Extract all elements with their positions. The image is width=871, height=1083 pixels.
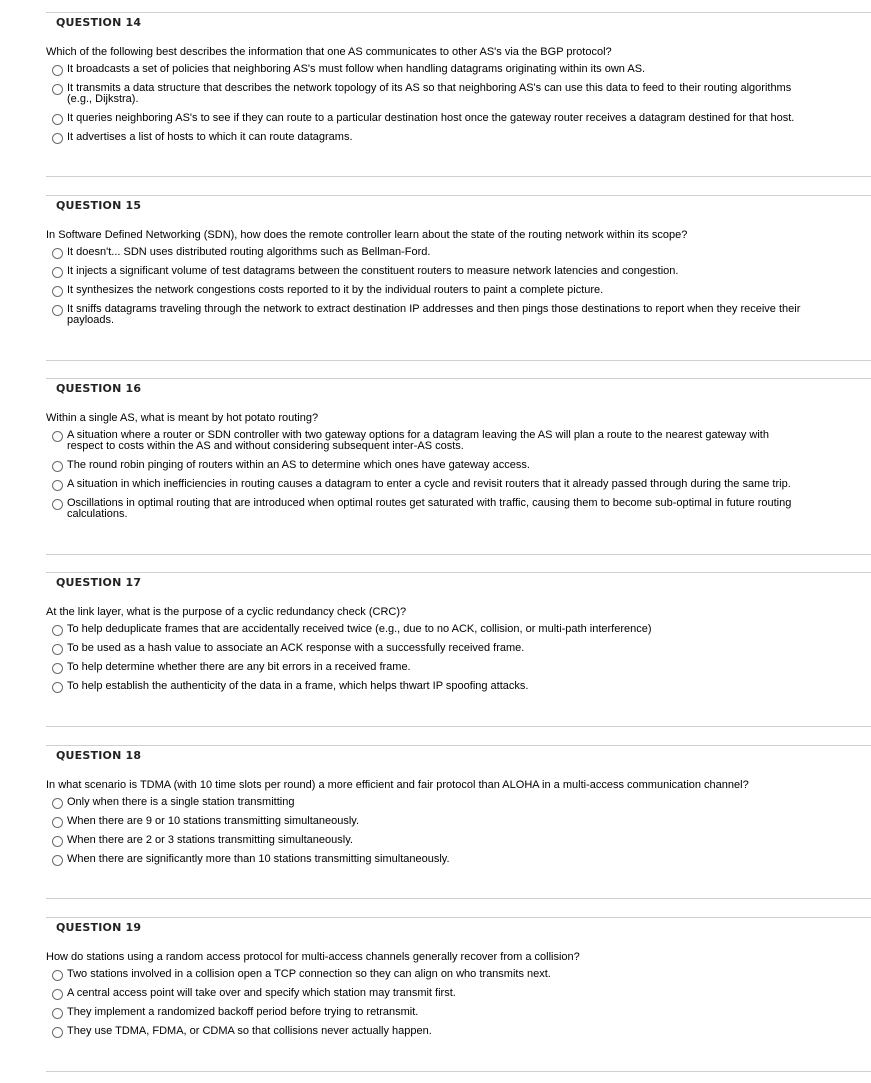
answer-label: When there are significantly more than 10 stations transmitting simultaneously. — [67, 853, 450, 865]
answer-label: It doesn't... SDN uses distributed routing algorithms such as Bellman-Ford. — [67, 246, 431, 258]
answer-option[interactable] — [52, 247, 831, 259]
answer-option[interactable] — [52, 132, 831, 144]
radio-button[interactable] — [52, 114, 63, 125]
answer-option[interactable] — [52, 662, 831, 674]
answer-list — [52, 969, 831, 1045]
radio-button[interactable] — [52, 836, 63, 847]
answer-label: The round robin pinging of routers within an AS to determine which ones have gateway access. — [67, 459, 530, 471]
answer-option[interactable] — [52, 498, 831, 520]
radio-button[interactable] — [52, 480, 63, 491]
question-divider — [46, 1071, 871, 1072]
answer-option[interactable] — [52, 479, 831, 491]
radio-button[interactable] — [52, 855, 63, 866]
radio-button[interactable] — [52, 248, 63, 259]
question-text: In Software Defined Networking (SDN), how does the remote controller learn about the state of the routing network within its scope? — [46, 229, 688, 241]
radio-button[interactable] — [52, 970, 63, 981]
answer-option[interactable] — [52, 430, 831, 452]
radio-button[interactable] — [52, 663, 63, 674]
question-divider — [46, 378, 871, 379]
answer-option[interactable] — [52, 285, 831, 297]
answer-option[interactable] — [52, 1007, 831, 1019]
question-text: How do stations using a random access protocol for multi-access channels generally recover from a collision? — [46, 951, 580, 963]
answer-label: It queries neighboring AS's to see if they can route to a particular destination host once the gateway router receives a datagram destined for that host. — [67, 112, 795, 124]
question-divider — [46, 554, 871, 555]
answer-option[interactable] — [52, 816, 831, 828]
answer-list — [52, 430, 831, 528]
answer-list — [52, 624, 831, 700]
answer-option[interactable] — [52, 1026, 831, 1038]
answer-option[interactable] — [52, 643, 831, 655]
answer-label: When there are 2 or 3 stations transmitting simultaneously. — [67, 834, 353, 846]
radio-button[interactable] — [52, 989, 63, 1000]
question-divider — [46, 726, 871, 727]
answer-list — [52, 64, 831, 151]
answer-option[interactable] — [52, 797, 831, 809]
answer-option[interactable] — [52, 624, 831, 636]
radio-button[interactable] — [52, 817, 63, 828]
answer-label: It injects a significant volume of test datagrams between the constituent routers to measure network latencies and congestion. — [67, 265, 679, 277]
answer-label: To help deduplicate frames that are accidentally received twice (e.g., due to no ACK, collision, or multi-path interference) — [67, 623, 652, 635]
question-text: In what scenario is TDMA (with 10 time slots per round) a more efficient and fair protocol than ALOHA in a multi-access communication channel? — [46, 779, 749, 791]
answer-option[interactable] — [52, 64, 831, 76]
radio-button[interactable] — [52, 133, 63, 144]
answer-option[interactable] — [52, 835, 831, 847]
radio-button[interactable] — [52, 499, 63, 510]
question-title: QUESTION 19 — [56, 921, 142, 934]
radio-button[interactable] — [52, 431, 63, 442]
answer-option[interactable] — [52, 969, 831, 981]
radio-button[interactable] — [52, 798, 63, 809]
answer-option[interactable] — [52, 681, 831, 693]
question-text: Which of the following best describes the information that one AS communicates to other AS's via the BGP protocol? — [46, 46, 612, 58]
question-divider — [46, 195, 871, 196]
radio-button[interactable] — [52, 1008, 63, 1019]
question-title: QUESTION 14 — [56, 16, 142, 29]
answer-label: They use TDMA, FDMA, or CDMA so that collisions never actually happen. — [67, 1025, 432, 1037]
answer-label: It transmits a data structure that describes the network topology of its AS so that neighboring AS's can use this data to feed to their routing algorithms (e.g., Dijkstra). — [67, 82, 792, 105]
answer-label: It broadcasts a set of policies that neighboring AS's must follow when handling datagrams originating within its own AS. — [67, 63, 646, 75]
answer-option[interactable] — [52, 460, 831, 472]
answer-label: A situation in which inefficiencies in routing causes a datagram to enter a cycle and revisit routers that it already passed through during the same trip. — [67, 478, 791, 490]
question-divider — [46, 176, 871, 177]
answer-label: Two stations involved in a collision open a TCP connection so they can align on who transmits next. — [67, 968, 551, 980]
answer-option[interactable] — [52, 988, 831, 1000]
radio-button[interactable] — [52, 305, 63, 316]
answer-option[interactable] — [52, 304, 831, 326]
question-title: QUESTION 18 — [56, 749, 142, 762]
answer-label: It synthesizes the network congestions costs reported to it by the individual routers to paint a complete picture. — [67, 284, 604, 296]
radio-button[interactable] — [52, 1027, 63, 1038]
answer-label: Only when there is a single station transmitting — [67, 796, 295, 808]
question-divider — [46, 745, 871, 746]
answer-label: Oscillations in optimal routing that are introduced when optimal routes get saturated with traffic, causing them to become sub-optimal in future routing calculations. — [67, 497, 792, 520]
radio-button[interactable] — [52, 84, 63, 95]
question-divider — [46, 572, 871, 573]
question-divider — [46, 898, 871, 899]
radio-button[interactable] — [52, 267, 63, 278]
answer-option[interactable] — [52, 83, 831, 105]
answer-label: It advertises a list of hosts to which it can route datagrams. — [67, 131, 353, 143]
answer-label: A central access point will take over and specify which station may transmit first. — [67, 987, 456, 999]
radio-button[interactable] — [52, 461, 63, 472]
question-title: QUESTION 15 — [56, 199, 142, 212]
answer-label: When there are 9 or 10 stations transmitting simultaneously. — [67, 815, 360, 827]
radio-button[interactable] — [52, 644, 63, 655]
question-title: QUESTION 16 — [56, 382, 142, 395]
answer-label: A situation where a router or SDN controller with two gateway options for a datagram leaving the AS will plan a route to the nearest gateway with respect to costs within the AS and without considering subsequent inter-AS costs. — [67, 429, 769, 452]
question-divider — [46, 917, 871, 918]
question-divider — [46, 12, 871, 13]
radio-button[interactable] — [52, 65, 63, 76]
radio-button[interactable] — [52, 625, 63, 636]
answer-label: To help establish the authenticity of the data in a frame, which helps thwart IP spoofing attacks. — [67, 680, 529, 692]
radio-button[interactable] — [52, 286, 63, 297]
answer-label: They implement a randomized backoff period before trying to retransmit. — [67, 1006, 419, 1018]
question-divider — [46, 360, 871, 361]
question-title: QUESTION 17 — [56, 576, 142, 589]
answer-option[interactable] — [52, 113, 831, 125]
radio-button[interactable] — [52, 682, 63, 693]
question-text: At the link layer, what is the purpose of a cyclic redundancy check (CRC)? — [46, 606, 407, 618]
question-text: Within a single AS, what is meant by hot potato routing? — [46, 412, 319, 424]
answer-label: To help determine whether there are any bit errors in a received frame. — [67, 661, 411, 673]
answer-option[interactable] — [52, 854, 831, 866]
answer-option[interactable] — [52, 266, 831, 278]
answer-list — [52, 797, 831, 873]
answer-label: It sniffs datagrams traveling through the network to extract destination IP addresses and then pings those destinations to report when they receive their payloads. — [67, 303, 801, 326]
answer-label: To be used as a hash value to associate an ACK response with a successfully received frame. — [67, 642, 525, 654]
answer-list — [52, 247, 831, 334]
